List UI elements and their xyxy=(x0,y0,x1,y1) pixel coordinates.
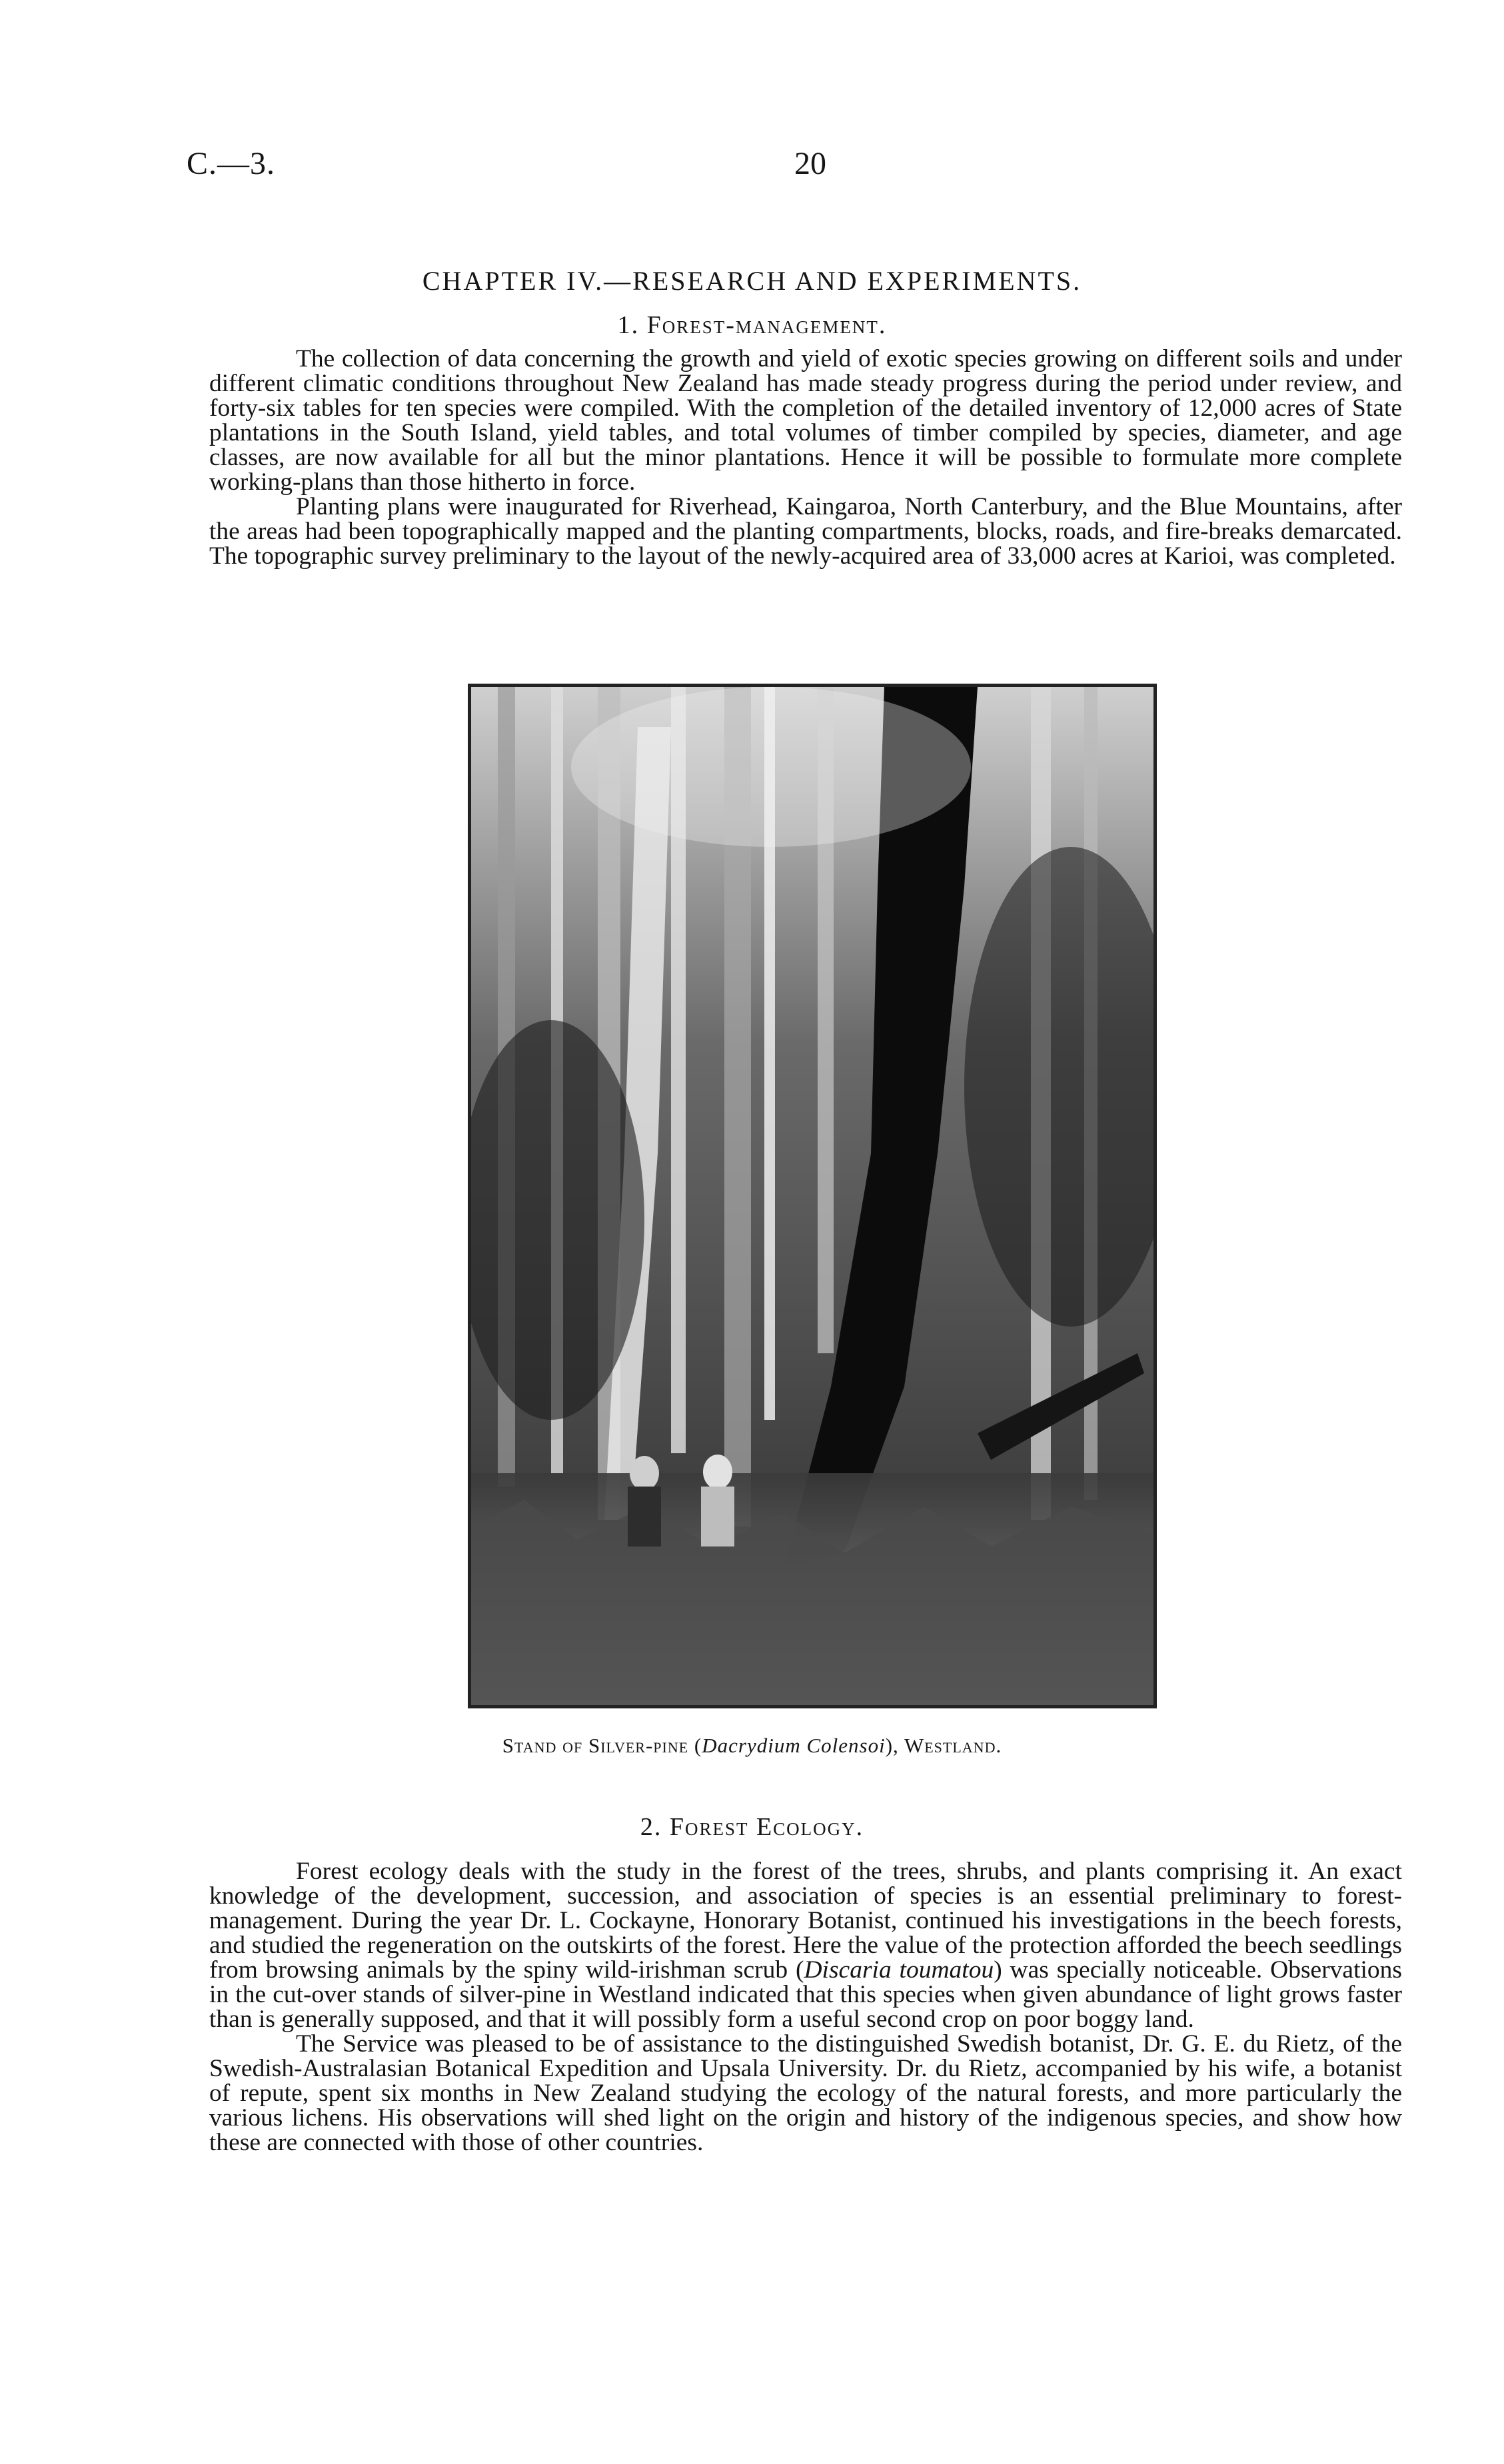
paragraph xyxy=(209,1859,1402,2032)
paragraph: The collection of data concerning the growth and yield of exotic species growing on different soils and under different climatic conditions throughout New Zealand has made steady progress during the period under review, and forty-six tables for ten species were compiled. With the completion of the detailed inventory of 12,000 acres of State plantations in the South Island, yield tables, and total volumes of timber compiled by species, diameter, and age classes, are now available for all but the minor plantations. Hence it will be possible to formulate more complete working-plans than those hitherto in force. xyxy=(209,345,1402,496)
species-name: Discaria toumatou xyxy=(804,1956,994,1984)
forest-photo-illustration xyxy=(471,687,1153,1705)
paragraph: Planting plans were inaugurated for Riverhead, Kaingaroa, North Canterbury, and the Blue Mountains, after the areas had been topographically mapped and the planting compartments, blocks, roads, and fire-breaks demarcated. The topographic survey preliminary to the layout of the newly-acquired area of 33,000 acres at Karioi, was completed. xyxy=(209,493,1402,570)
forest-photograph xyxy=(468,684,1157,1708)
caption-species: Dacrydium Colensoi xyxy=(702,1734,886,1757)
document-code: C.—3. xyxy=(187,146,276,181)
chapter-title: CHAPTER IV.—RESEARCH AND EXPERIMENTS. xyxy=(422,266,1082,296)
section-1-heading: 1. Forest-management. xyxy=(617,311,887,339)
page-number: 20 xyxy=(794,146,826,181)
paragraph: The Service was pleased to be of assistance to the distinguished Swedish botanist, Dr. G. E. du Rietz, of the Swedish-Australasian Botanical Expedition and Upsala University. Dr. du Rietz, accompanied by his wife, a botanist of repute, spent six months in New Zealand studying the ecology of the natural forests, and more particularly the various lichens. His observations will shed light on the origin and history of the indigenous species, and show how these are connected with those of other countries. xyxy=(209,2030,1402,2156)
section-2-body xyxy=(209,1859,1402,2155)
caption-prefix: Stand of Silver-pine ( xyxy=(502,1734,702,1757)
caption-suffix: ), Westland. xyxy=(885,1734,1002,1757)
section-1-body xyxy=(209,346,1402,568)
photo-caption xyxy=(0,1734,1504,1758)
paragraph-part: Forest ecology deals with the study in the forest of the trees, shrubs, and plants comprising it. An exact knowledge of the development, succession, and association of species is an essential preliminary to forest-management. During the year Dr. L. Cockayne, Honorary Botanist, continued his investigations in the beech forests, and studied the regeneration on the outskirts of the forest. Here the value of the protection afforded the beech seedlings from browsing animals by the spiny wild-irishman scrub ( xyxy=(209,1858,1402,1984)
paragraph-part: ) was specially noticeable. Observations in the cut-over stands of silver-pine in Westland indicated that this species when given abundance of light grows faster than is generally supposed, and that it will possibly form a useful second crop on poor boggy land. xyxy=(209,1956,1403,2033)
section-2-heading: 2. Forest Ecology. xyxy=(640,1813,864,1841)
